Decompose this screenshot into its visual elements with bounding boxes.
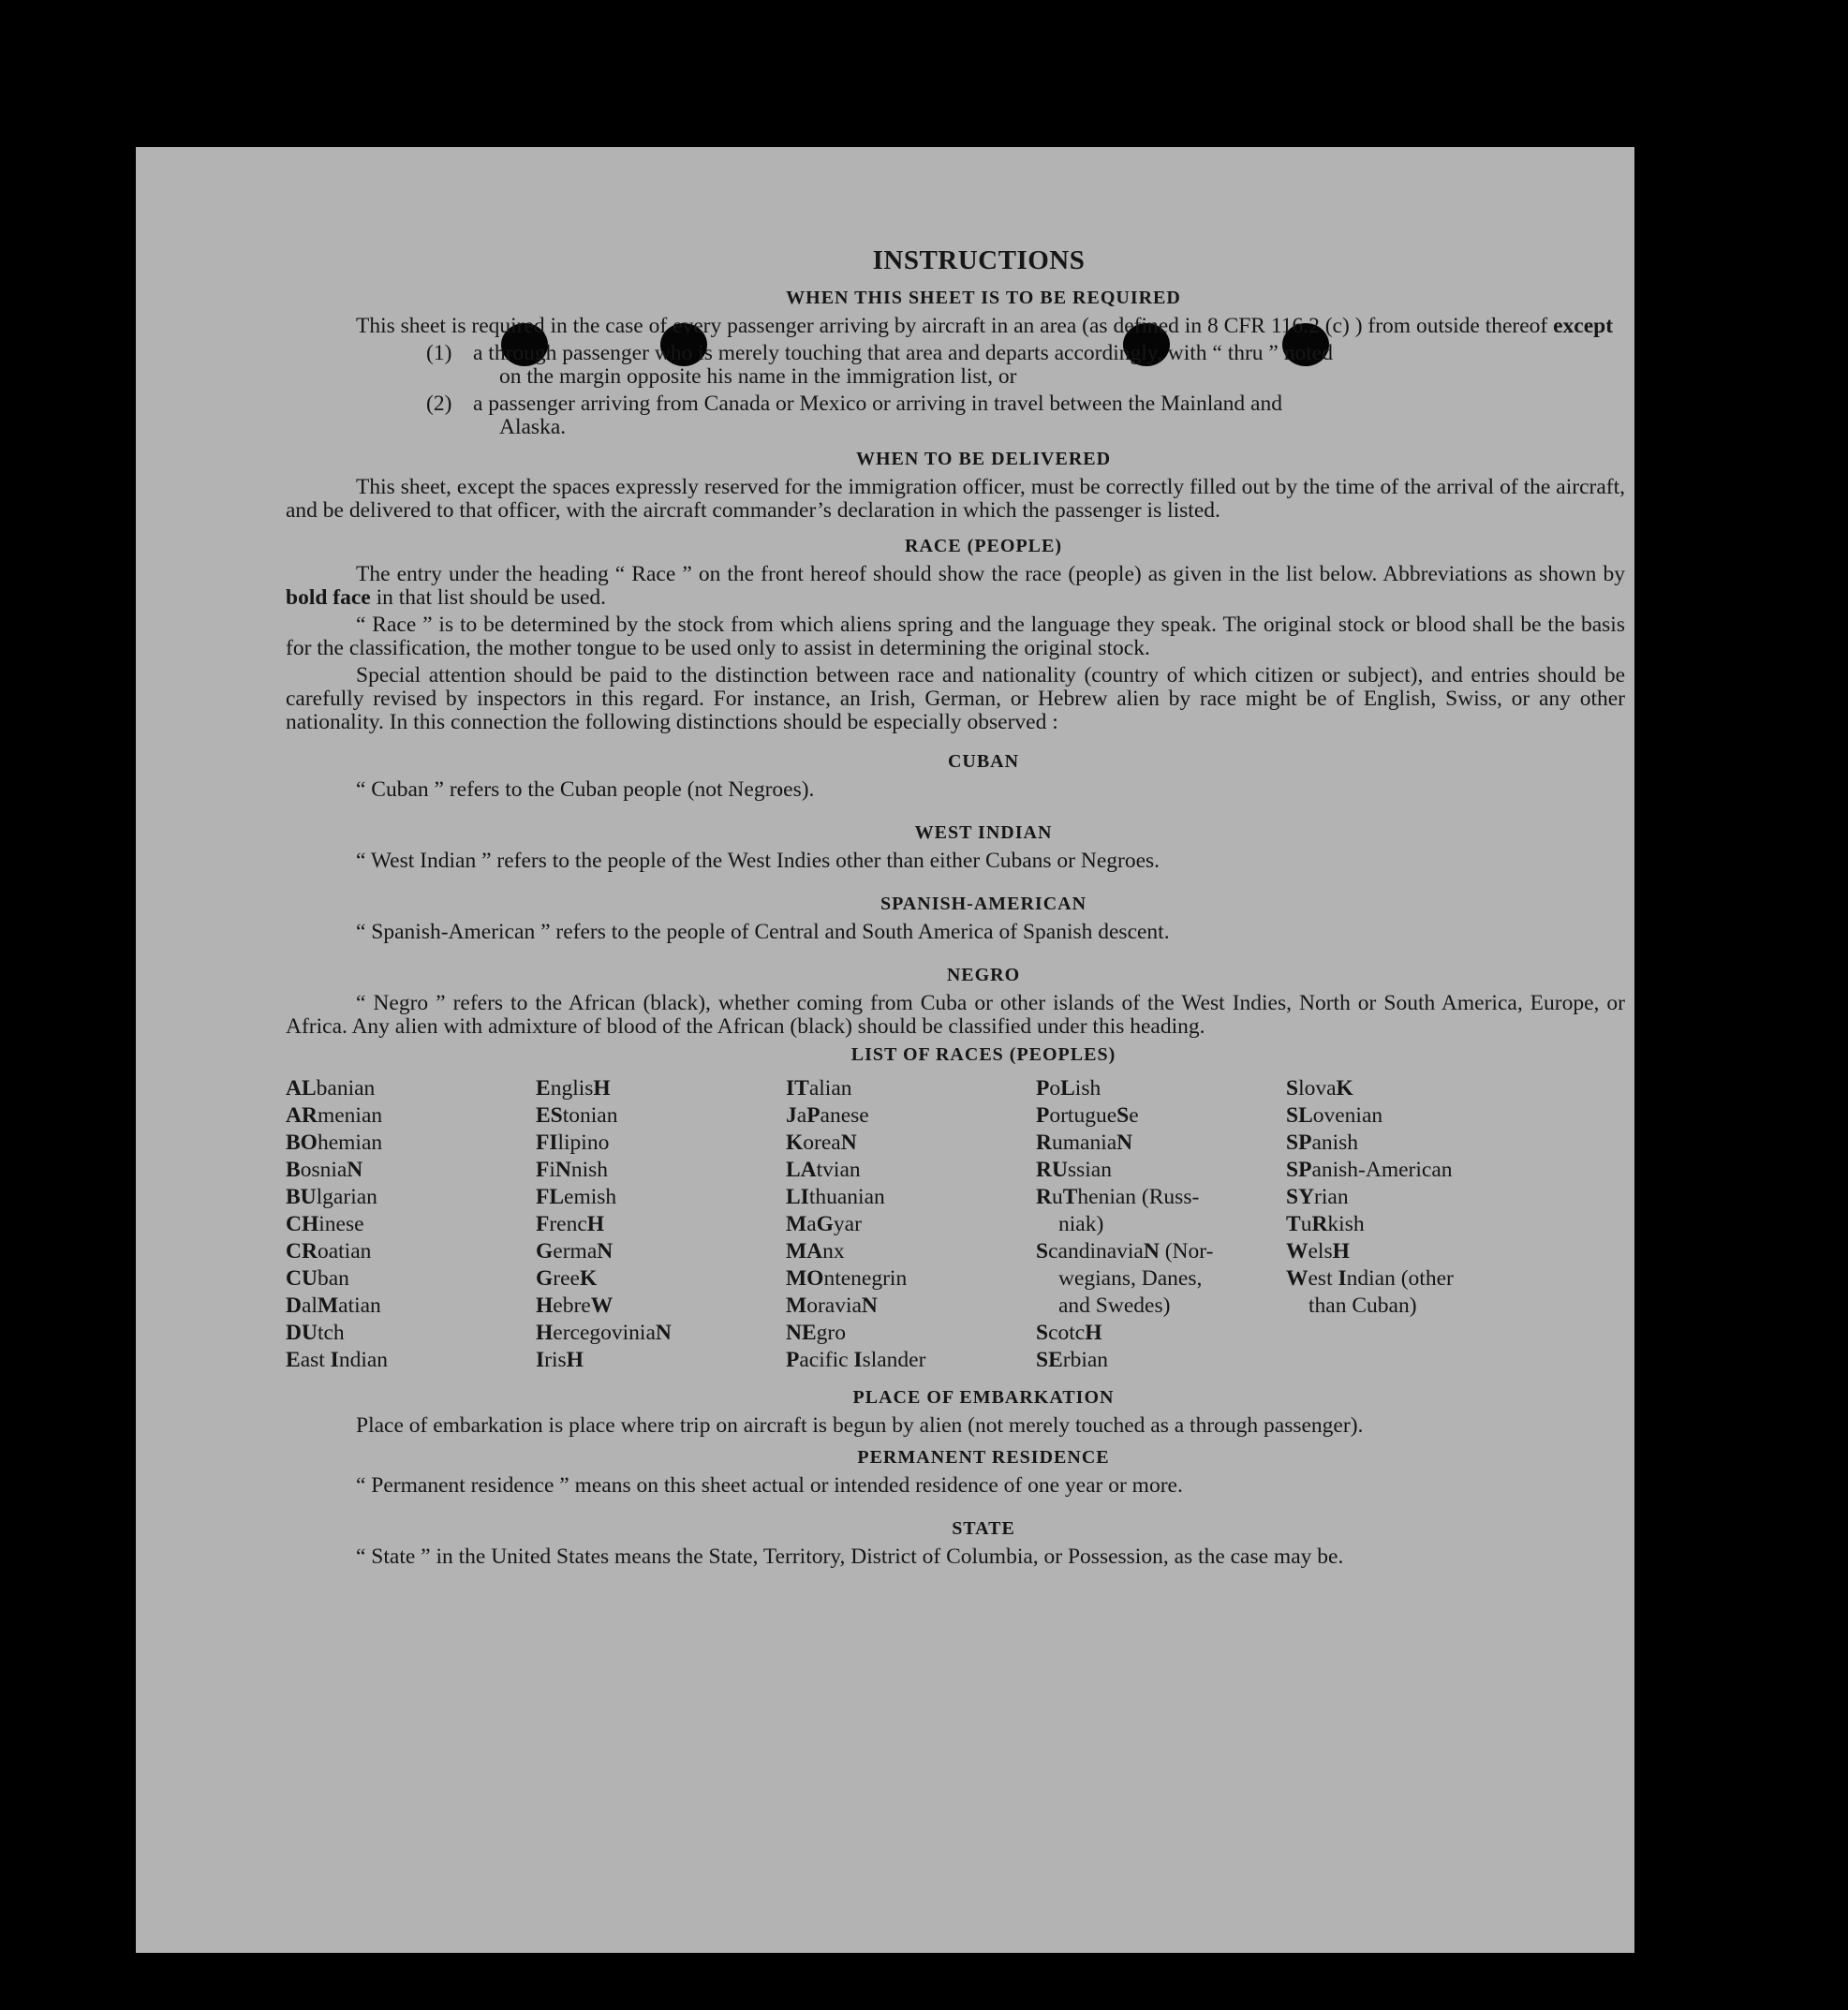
race-entry xyxy=(1036,1184,1286,1211)
race-abbreviation: SL xyxy=(1286,1103,1313,1128)
exception-text-line: a passenger arriving from Canada or Mexico or arriving in travel between the Mainland and xyxy=(473,392,1282,416)
race-abbreviation: N xyxy=(840,1131,857,1155)
race-p1-bold: bold face xyxy=(286,585,371,610)
race-entry xyxy=(286,1157,536,1184)
race-name-part: ris xyxy=(544,1348,567,1372)
race-name-part: ree xyxy=(553,1266,580,1291)
race-entry xyxy=(286,1293,536,1320)
heading-permanent-residence: PERMANENT RESIDENCE xyxy=(857,1447,1110,1468)
race-name-part: els xyxy=(1308,1239,1333,1264)
race-abbreviation: N xyxy=(597,1239,614,1264)
race-abbreviation: G xyxy=(536,1266,554,1291)
race-entry xyxy=(1036,1265,1286,1293)
heading-when-delivered: WHEN TO BE DELIVERED xyxy=(855,449,1112,469)
race-name-part: anish xyxy=(1311,1131,1359,1155)
race-abbreviation: I xyxy=(536,1348,545,1372)
race-abbreviation: W xyxy=(1286,1239,1308,1264)
exception-text-line: a through passenger who is merely touching that area and departs accordingly, with “ thru ” noted xyxy=(473,341,1333,365)
exception-text xyxy=(473,342,1625,389)
race-entry xyxy=(786,1102,1036,1130)
heading-west-indian: WEST INDIAN xyxy=(914,822,1053,843)
heading-spanish-american: SPANISH-AMERICAN xyxy=(880,894,1087,914)
race-abbreviation: S xyxy=(1116,1103,1130,1128)
race-abbreviation: BU xyxy=(286,1185,317,1209)
race-entry xyxy=(536,1238,786,1265)
race-name-part: al xyxy=(301,1293,318,1318)
race-abbreviation: LA xyxy=(786,1158,817,1182)
race-entry xyxy=(536,1075,786,1102)
race-abbreviation: N xyxy=(1143,1239,1160,1264)
heading-list-of-races: LIST OF RACES (PEOPLES) xyxy=(850,1044,1116,1065)
race-abbreviation: G xyxy=(816,1212,834,1236)
race-abbreviation: FI xyxy=(536,1131,558,1155)
race-name-part: niak) xyxy=(1058,1212,1104,1236)
race-name-part: nglis xyxy=(550,1076,594,1101)
spanish-american-text: “ Spanish-American ” refers to the people of Central and South America of Spanish descent. xyxy=(356,920,1170,944)
race-name-part: acific xyxy=(799,1348,854,1372)
race-entry xyxy=(536,1347,786,1374)
race-abbreviation: M xyxy=(317,1293,339,1318)
race-name-part: osnia xyxy=(300,1158,347,1182)
race-abbreviation: LI xyxy=(786,1185,809,1209)
race-entry xyxy=(536,1265,786,1293)
race-name-part: tvian xyxy=(816,1158,861,1182)
race-name-part: renc xyxy=(549,1212,587,1236)
race-entry xyxy=(286,1211,536,1238)
race-entry xyxy=(1286,1075,1536,1102)
embarkation-text: Place of embarkation is place where trip on aircraft is begun by alien (not merely touched as a through passenger). xyxy=(356,1413,1364,1438)
race-name-part: rian xyxy=(1314,1185,1349,1209)
race-abbreviation: CH xyxy=(286,1212,319,1236)
race-abbreviation: I xyxy=(330,1348,339,1372)
race-abbreviation: H xyxy=(586,1212,605,1236)
race-name-part: ercegovinia xyxy=(553,1321,656,1345)
race-name-part: anese xyxy=(820,1103,869,1128)
race-entry xyxy=(786,1130,1036,1157)
race-abbreviation: SE xyxy=(1036,1348,1063,1372)
races-column xyxy=(786,1075,1036,1374)
race-entry xyxy=(1286,1293,1536,1320)
heading-race: RACE (PEOPLE) xyxy=(905,536,1062,556)
negro-text: “ Negro ” refers to the African (black), whether coming from Cuba or other islands of the West Indies, North or South America, Europe, or Africa. Any alien with admixture of blood of the African (black) should be classified under this heading. xyxy=(286,991,1625,1039)
race-name-part: ban xyxy=(317,1266,349,1291)
race-abbreviation: ES xyxy=(536,1103,563,1128)
race-abbreviation: I xyxy=(1338,1266,1347,1291)
race-name-part: lipino xyxy=(557,1131,610,1155)
race-name-part: erma xyxy=(553,1239,598,1264)
race-entry xyxy=(536,1157,786,1184)
race-entry xyxy=(1036,1347,1286,1374)
west-indian-text: “ West Indian ” refers to the people of the West Indies other than either Cubans or Negroes. xyxy=(356,849,1161,873)
race-abbreviation: L xyxy=(1060,1076,1075,1101)
race-abbreviation: S xyxy=(1286,1076,1299,1101)
race-name-part: wegians, Danes, xyxy=(1058,1266,1203,1291)
race-entry xyxy=(786,1265,1036,1293)
race-abbreviation: W xyxy=(1286,1266,1308,1291)
race-name-part: hemian xyxy=(317,1131,383,1155)
race-entry xyxy=(1036,1238,1286,1265)
race-entry xyxy=(786,1238,1036,1265)
race-name-part: lgarian xyxy=(316,1185,377,1209)
race-paragraph-2: “ Race ” is to be determined by the stock from which aliens spring and the language they speak. The original stock or blood shall be the basis for the classification, the mother tongue to be used only to assist in determining the original stock. xyxy=(286,613,1625,660)
race-abbreviation: N xyxy=(347,1158,363,1182)
race-abbreviation: H xyxy=(1332,1239,1350,1264)
delivered-text: This sheet, except the spaces expressly reserved for the immigration officer, must be correctly filled out by the time of the arrival of the aircraft, and be delivered to that officer, with the aircraft commander’s declaration in which the passenger is listed. xyxy=(286,475,1625,523)
race-abbreviation: K xyxy=(579,1266,598,1291)
race-abbreviation: K xyxy=(1336,1076,1353,1101)
race-name-part: ortugue xyxy=(1049,1103,1117,1128)
race-entry xyxy=(286,1184,536,1211)
race-abbreviation: H xyxy=(566,1348,584,1372)
race-name-part: kish xyxy=(1327,1212,1365,1236)
document-sheet xyxy=(136,147,1634,1953)
race-abbreviation: B xyxy=(286,1158,301,1182)
exception-item xyxy=(286,342,1625,389)
page-title: INSTRUCTIONS xyxy=(872,245,1086,275)
race-abbreviation: P xyxy=(786,1348,800,1372)
race-entry xyxy=(1286,1130,1536,1157)
race-name-part: lova xyxy=(1298,1076,1337,1101)
race-name-part: than Cuban) xyxy=(1308,1293,1417,1318)
race-abbreviation: CU xyxy=(286,1266,318,1291)
race-entry xyxy=(286,1347,536,1374)
race-name-part: gro xyxy=(816,1321,846,1345)
race-entry xyxy=(1286,1102,1536,1130)
race-entry xyxy=(286,1320,536,1347)
race-entry xyxy=(786,1347,1036,1374)
race-entry xyxy=(786,1075,1036,1102)
race-entry xyxy=(786,1320,1036,1347)
race-abbreviation: H xyxy=(593,1076,611,1101)
race-abbreviation: E xyxy=(536,1076,551,1101)
race-abbreviation: RU xyxy=(1036,1158,1068,1182)
race-abbreviation: CR xyxy=(286,1239,318,1264)
race-entry xyxy=(286,1075,536,1102)
race-entry xyxy=(1286,1211,1536,1238)
race-abbreviation: T xyxy=(1286,1212,1301,1236)
cuban-text: “ Cuban ” refers to the Cuban people (not Negroes). xyxy=(356,777,815,802)
races-column xyxy=(536,1075,786,1374)
race-abbreviation: F xyxy=(536,1158,550,1182)
race-p1-text: The entry under the heading “ Race ” on the front hereof should show the race (people) as given in the list below. Abbreviations as shown by xyxy=(356,562,1625,586)
race-abbreviation: W xyxy=(590,1293,614,1318)
race-name-part: nish xyxy=(570,1158,609,1182)
race-name-part: emish xyxy=(564,1185,617,1209)
races-column xyxy=(1286,1075,1536,1374)
race-abbreviation: S xyxy=(1036,1239,1049,1264)
race-entry xyxy=(1036,1293,1286,1320)
race-entry xyxy=(536,1320,786,1347)
race-abbreviation: R xyxy=(1036,1185,1052,1209)
race-abbreviation: FL xyxy=(536,1185,565,1209)
race-abbreviation: DU xyxy=(286,1321,318,1345)
race-entry xyxy=(786,1157,1036,1184)
races-list xyxy=(286,1075,1625,1374)
race-name-part: ish xyxy=(1074,1076,1101,1101)
race-abbreviation: N xyxy=(861,1293,878,1318)
race-abbreviation: I xyxy=(853,1348,863,1372)
race-entry xyxy=(536,1102,786,1130)
race-abbreviation: AR xyxy=(286,1103,318,1128)
race-entry xyxy=(286,1265,536,1293)
race-name-part: henian (Russ- xyxy=(1077,1185,1200,1209)
race-name-part: a xyxy=(796,1103,807,1128)
race-name-part: u xyxy=(1300,1212,1312,1236)
exception-text-continued: on the margin opposite his name in the immigration list, or xyxy=(499,364,1017,389)
race-entry xyxy=(786,1293,1036,1320)
race-abbreviation: S xyxy=(1036,1321,1049,1345)
heading-state: STATE xyxy=(952,1518,1015,1539)
race-abbreviation: SP xyxy=(1286,1158,1312,1182)
race-name-part: ebre xyxy=(553,1293,591,1318)
race-name-part: alian xyxy=(808,1076,852,1101)
race-name-part: rbian xyxy=(1062,1348,1109,1372)
race-abbreviation: R xyxy=(1036,1131,1052,1155)
race-name-part: i xyxy=(549,1158,555,1182)
race-name-part: ndian xyxy=(338,1348,389,1372)
race-name-part: ssian xyxy=(1067,1158,1112,1182)
race-abbreviation: G xyxy=(536,1239,554,1264)
race-name-part: umania xyxy=(1051,1131,1117,1155)
race-entry xyxy=(1286,1265,1536,1293)
race-name-part: banian xyxy=(316,1076,376,1101)
instructions-content xyxy=(286,245,1625,1569)
race-name-part: oravia xyxy=(806,1293,862,1318)
race-entry xyxy=(1036,1320,1286,1347)
race-paragraph-3: Special attention should be paid to the distinction between race and nationality (country of which citizen or subject), and entries should be carefully revised by inspectors in this regard. For instance, an Irish, German, or Hebrew alien by race might be of English, Swiss, or any other nationality. In this connection the following distinctions should be especially observed : xyxy=(286,663,1625,734)
exception-text-continued: Alaska. xyxy=(499,415,567,439)
race-entry xyxy=(536,1211,786,1238)
race-entry xyxy=(1036,1075,1286,1102)
race-name-part: (Nor- xyxy=(1159,1239,1214,1264)
race-abbreviation: MO xyxy=(786,1266,824,1291)
race-name-part: oatian xyxy=(317,1239,372,1264)
race-entry xyxy=(1036,1102,1286,1130)
required-intro-text: This sheet is required in the case of every passenger arriving by aircraft in an area (as defined in 8 CFR 116.2 (c) ) from outside thereof xyxy=(356,314,1548,338)
heading-embarkation: PLACE OF EMBARKATION xyxy=(852,1387,1115,1408)
race-abbreviation: N xyxy=(1116,1131,1133,1155)
race-abbreviation: H xyxy=(1085,1321,1102,1345)
race-abbreviation: J xyxy=(786,1103,797,1128)
exception-number: (1) xyxy=(426,341,452,365)
races-column xyxy=(1036,1075,1286,1374)
state-text: “ State ” in the United States means the State, Territory, District of Columbia, or Possession, as the case may be. xyxy=(356,1544,1344,1569)
race-entry xyxy=(286,1102,536,1130)
race-name-part: tch xyxy=(317,1321,345,1345)
race-entry xyxy=(286,1130,536,1157)
race-abbreviation: P xyxy=(806,1103,821,1128)
race-name-part: anish-American xyxy=(1311,1158,1453,1182)
race-entry xyxy=(536,1184,786,1211)
race-name-part: e xyxy=(1129,1103,1139,1128)
heading-cuban: CUBAN xyxy=(947,751,1020,772)
residence-text: “ Permanent residence ” means on this sheet actual or intended residence of one year or more. xyxy=(356,1473,1183,1498)
race-abbreviation: SY xyxy=(1286,1185,1315,1209)
race-abbreviation: N xyxy=(655,1321,672,1345)
race-abbreviation: NE xyxy=(786,1321,817,1345)
race-abbreviation: R xyxy=(1311,1212,1328,1236)
race-abbreviation: D xyxy=(286,1293,302,1318)
race-entry xyxy=(286,1238,536,1265)
race-abbreviation: P xyxy=(1036,1103,1050,1128)
exception-item xyxy=(286,392,1625,439)
race-name-part: tonian xyxy=(562,1103,618,1128)
exception-number: (2) xyxy=(426,392,452,416)
race-entry xyxy=(536,1293,786,1320)
required-intro xyxy=(286,315,1625,338)
race-entry xyxy=(1286,1157,1536,1184)
race-name-part: ntenegrin xyxy=(823,1266,908,1291)
race-abbreviation: SP xyxy=(1286,1131,1312,1155)
race-name-part: yar xyxy=(833,1212,862,1236)
race-name-part: and Swedes) xyxy=(1058,1293,1171,1318)
race-name-part: thuanian xyxy=(808,1185,885,1209)
race-entry xyxy=(1036,1157,1286,1184)
race-name-part: slander xyxy=(862,1348,926,1372)
race-abbreviation: F xyxy=(536,1212,550,1236)
race-name-part: o xyxy=(1049,1076,1061,1101)
race-entry xyxy=(1036,1211,1286,1238)
race-name-part: ndian (other xyxy=(1346,1266,1454,1291)
race-name-part: a xyxy=(806,1212,817,1236)
race-name-part: ovenian xyxy=(1312,1103,1383,1128)
race-name-part: ast xyxy=(300,1348,331,1372)
race-abbreviation: MA xyxy=(786,1239,823,1264)
race-paragraph-1 xyxy=(286,563,1625,610)
race-entry xyxy=(786,1184,1036,1211)
race-name-part: cotc xyxy=(1048,1321,1086,1345)
race-abbreviation: M xyxy=(786,1212,807,1236)
race-name-part: inese xyxy=(318,1212,364,1236)
race-name-part: nx xyxy=(822,1239,845,1264)
race-abbreviation: E xyxy=(286,1348,301,1372)
race-abbreviation: T xyxy=(1062,1185,1078,1209)
race-entry xyxy=(786,1211,1036,1238)
race-name-part: menian xyxy=(317,1103,383,1128)
race-name-part: atian xyxy=(338,1293,381,1318)
race-name-part: orea xyxy=(803,1131,841,1155)
race-entry xyxy=(1286,1184,1536,1211)
race-abbreviation: K xyxy=(786,1131,804,1155)
required-intro-bold: except xyxy=(1553,314,1614,338)
race-entry xyxy=(1036,1130,1286,1157)
race-abbreviation: N xyxy=(554,1158,571,1182)
race-abbreviation: H xyxy=(536,1293,554,1318)
race-abbreviation: M xyxy=(786,1293,807,1318)
race-abbreviation: BO xyxy=(286,1131,318,1155)
race-name-part: est xyxy=(1308,1266,1338,1291)
race-name-part: candinavia xyxy=(1048,1239,1144,1264)
race-abbreviation: H xyxy=(536,1321,554,1345)
race-name-part: u xyxy=(1051,1185,1063,1209)
race-entry xyxy=(536,1130,786,1157)
race-entry xyxy=(1286,1238,1536,1265)
heading-negro: NEGRO xyxy=(946,965,1021,985)
race-abbreviation: AL xyxy=(286,1076,317,1101)
heading-when-required: WHEN THIS SHEET IS TO BE REQUIRED xyxy=(786,288,1181,308)
exception-text xyxy=(473,392,1625,439)
race-p1-end: in that list should be used. xyxy=(376,585,607,610)
race-abbreviation: IT xyxy=(786,1076,809,1101)
races-column xyxy=(286,1075,536,1374)
race-abbreviation: P xyxy=(1036,1076,1050,1101)
